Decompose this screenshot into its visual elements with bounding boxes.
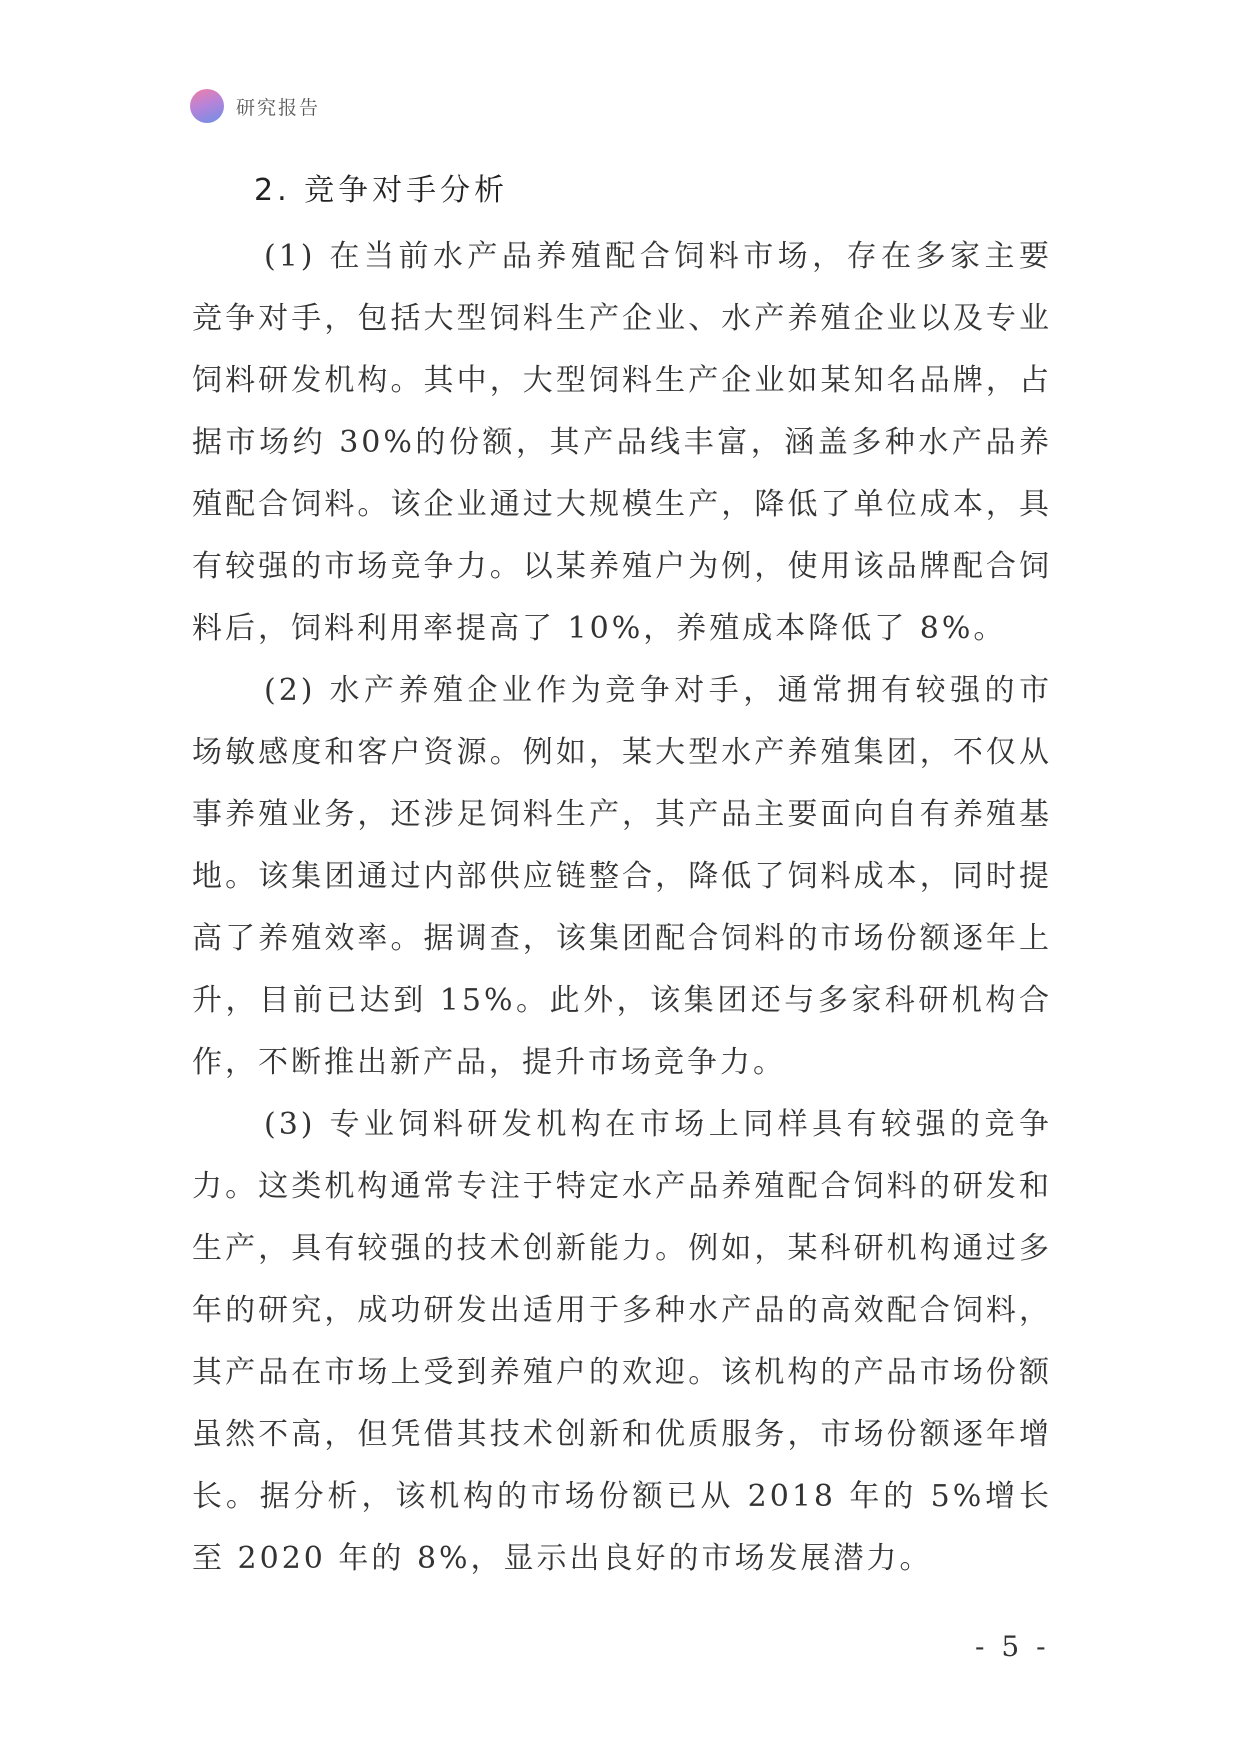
- logo-circle-icon: [190, 89, 224, 123]
- page-number: - 5 -: [975, 1630, 1050, 1663]
- paragraph-1: (1) 在当前水产品养殖配合饲料市场，存在多家主要竞争对手，包括大型饲料生产企业、水产养殖企业以及专业饲料研发机构。其中，大型饲料生产企业如某知名品牌，占据市场约 30%的份额，其产品线丰富，涵盖多种水产品养殖配合饲料。该企业通过大规模生产，降低了单位成本，具有较强的市场竞争力。以某养殖户为例，使用该品牌配合饲料后，饲料利用率提高了 10%，养殖成本降低了 8%。: [192, 239, 1052, 646]
- header-label: 研究报告: [236, 96, 321, 119]
- paragraph-3: (3) 专业饲料研发机构在市场上同样具有较强的竞争力。这类机构通常专注于特定水产品养殖配合饲料的研发和生产，具有较强的技术创新能力。例如，某科研机构通过多年的研究，成功研发出适用于多种水产品的高效配合饲料，其产品在市场上受到养殖户的欢迎。该机构的产品市场份额虽然不高，但凭借其技术创新和优质服务，市场份额逐年增长。据分析，该机构的市场份额已从 2018 年的 5%增长至 2020 年的 8%，显示出良好的市场发展潜力。: [192, 1107, 1052, 1576]
- section-heading: 2. 竞争对手分析: [254, 173, 509, 208]
- document-body: [192, 160, 1052, 1590]
- paragraph-2: (2) 水产养殖企业作为竞争对手，通常拥有较强的市场敏感度和客户资源。例如，某大型水产养殖集团，不仅从事养殖业务，还涉足饲料生产，其产品主要面向自有养殖基地。该集团通过内部供应链整合，降低了饲料成本，同时提高了养殖效率。据调查，该集团配合饲料的市场份额逐年上升，目前已达到 15%。此外，该集团还与多家科研机构合作，不断推出新产品，提升市场竞争力。: [192, 673, 1052, 1080]
- report-header: [190, 88, 320, 124]
